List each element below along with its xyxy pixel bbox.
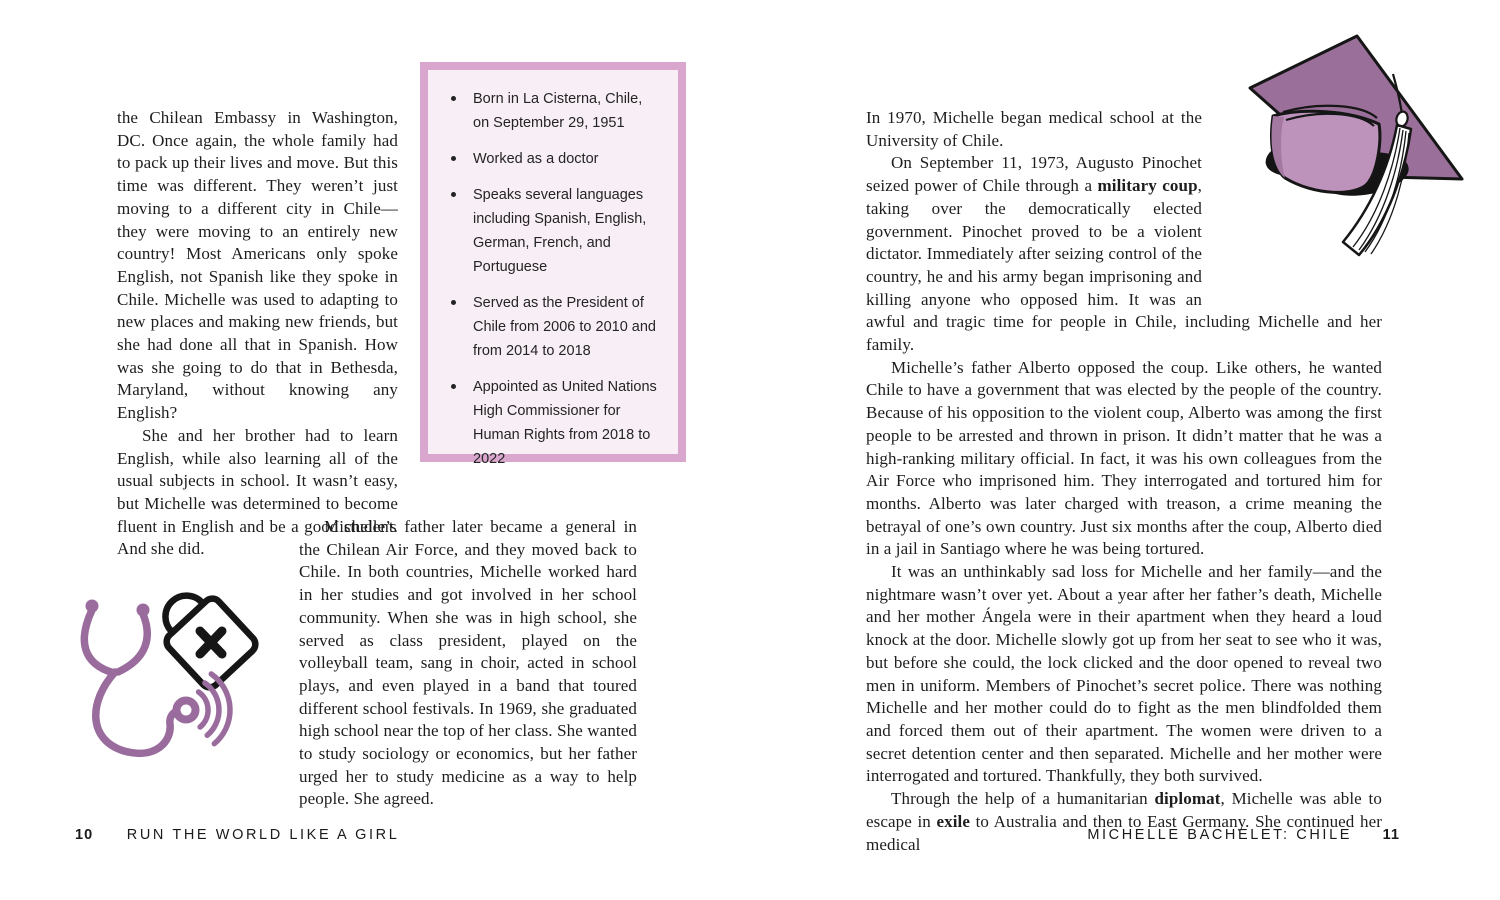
paragraph: It was an unthinkably sad loss for Michelle and her family—and the nightmare wasn’t over yet. About a year after her father’s death, Michelle and her mother Ángela were in their apartment when they heard a loud knock at the door. Michelle slowly got up from her seat to see who it was, but before she could, the lock clicked and the door opened to reveal two men in uniform. Members of Pinochet’s secret police. There was nothing Michelle and her mother could do to fight as the men blindfolded them and forced them out of their apartment. The women were driven to a secret detention center and then separated. Michelle and her mother were interrogated and tortured. Thankfully, they both survived.	[866, 562, 1382, 786]
fact-box-item: Born in La Cisterna, Chile, on September 29, 1951	[444, 87, 662, 135]
paragraph: Michelle’s father Alberto opposed the coup. Like others, he wanted Chile to have a government that was elected by the people of the country. Because of his opposition to the violent coup, Alberto was among the first people to be arrested and thrown in prison. It didn’t matter that he was a high-ranking military official. In fact, it was his own colleagues from the Air Force who imprisoned him. They interrogated and tortured him for months. Alberto was later charged with treason, a crime meaning the betrayal of one’s own country. Just six months after the coup, Alberto died in a jail in Santiago where he was being tortured.	[866, 357, 1382, 559]
paragraph: Michelle’s father later became a general in the Chilean Air Force, and they moved back to Chile. In both countries, Michelle worked hard in her studies and got involved in her school community. When she was in high school, she served as class president, played on the volleyball team, sang in choir, acted in school plays, and even played in a band that toured different school festivals. In 1969, she graduated high school near the top of her class. She wanted to study sociology or economics, but her father urged her to study medicine as a way to help people. She agreed.	[299, 517, 637, 809]
footer-left	[75, 827, 399, 843]
page-number: 10	[75, 827, 94, 843]
fact-box	[420, 62, 686, 467]
paragraph: Through the help of a humanitarian diplomat, Michelle was able to escape in exile to Australia and then to East Germany. She continued her medical	[866, 789, 1382, 854]
fact-box-item: Speaks several languages including Spanish, English, German, French, and Portuguese	[444, 183, 662, 279]
graduation-cap-illustration	[1243, 26, 1475, 270]
fact-box-item: Served as the President of Chile from 2006 to 2010 and from 2014 to 2018	[444, 291, 662, 363]
left-page-text-column	[117, 107, 398, 561]
left-page-lower-paragraph	[299, 516, 637, 811]
paragraph: the Chilean Embassy in Washington, DC. Once again, the whole family had to pack up their lives and move. But this time was different. They weren’t just moving to a different city in Chile—they were moving to an entirely new country! Most Americans only spoke English, not Spanish like they spoke in Chile. Michelle was used to adapting to new places and making new friends, but she had done all that in Spanish. How was she going to do that in Bethesda, Maryland, without knowing any English?	[117, 108, 398, 423]
footer-right	[1087, 827, 1400, 843]
cap-crown	[1272, 111, 1380, 192]
stethoscope-chestpiece	[177, 701, 196, 720]
fact-box-list	[428, 70, 678, 471]
page-number: 11	[1382, 827, 1400, 843]
stethoscope-earpiece	[86, 600, 99, 613]
chapter-title: MICHELLE BACHELET: CHILE	[1087, 827, 1353, 843]
paragraph: On September 11, 1973, Augusto Pinochet seized power of Chile through a military coup, taking over the democratically elected government. Pinochet proved to be a violent dictator. Immediately after seizing control of the country, he and his army began imprisoning and killing anyone who opposed him. It was an awful and tragic time for people in Chile, including Michelle and her family.	[866, 153, 1382, 355]
fact-box-item: Worked as a doctor	[444, 147, 662, 171]
stethoscope-lock-illustration	[58, 580, 270, 782]
stethoscope-earpiece	[137, 604, 150, 617]
book-title: RUN THE WORLD LIKE A GIRL	[126, 827, 400, 843]
paragraph: She and her brother had to learn English, while also learning all of the usual subjects in school. It wasn’t easy, but Michelle was determined to become fluent in English and be a good student. And she did.	[117, 425, 398, 559]
paragraph: In 1970, Michelle began medical school at the University of Chile.	[866, 108, 1202, 150]
fact-box-item: Appointed as United Nations High Commissioner for Human Rights from 2018 to 2022	[444, 375, 662, 471]
